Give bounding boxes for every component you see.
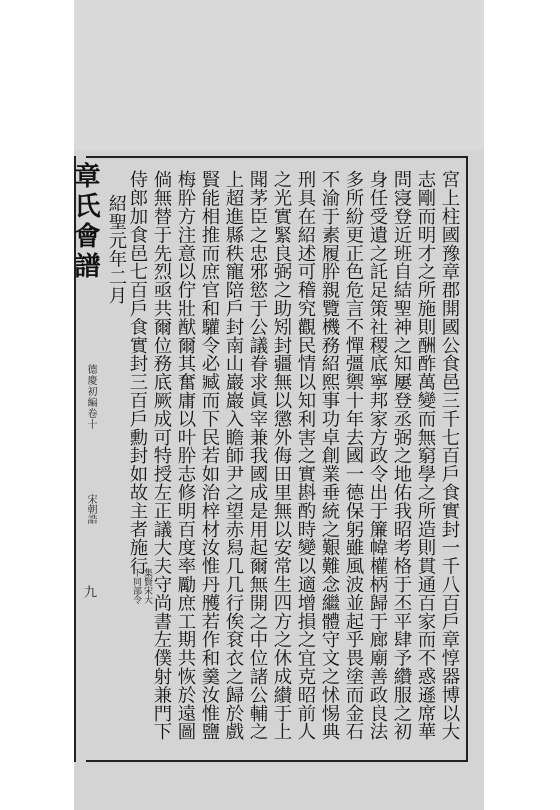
text-column: 之光實緊良弼之助矧封疆無以懲外侮田里無以安常生四方之休成纉于上	[271, 170, 292, 741]
text-column: 不渝于素履肸親覽機務紹熙事功卓創業垂統之艱難念繼體守文之怵惕典	[319, 170, 340, 741]
text-column: 上超進縣秩寵陪戶封南山巖巖入瞻師尹之望赤舄几几行俟袞衣之歸於戲	[223, 170, 244, 741]
page-upper-area	[74, 0, 484, 150]
spine-page-number: 九	[81, 585, 96, 598]
text-column: 多所紛更正色危言不憚彊禦十年去國一德保躬雖風波並起乎畏塗而金石	[343, 170, 364, 741]
text-column: 倘無替于先烈亟共爾位務底厥成可特授左正議大夫守尚書左僕射兼門下	[151, 170, 172, 741]
date-column: 紹聖元年二月	[106, 194, 127, 305]
spine-section: 宋朝誥	[85, 494, 96, 524]
text-column: 聞茅臣之忠邪慾于公議眷求眞宰兼我國成是用起爾無開之中位諸公輔之	[247, 170, 268, 741]
spine-volume: 德慶初編卷十	[85, 364, 96, 430]
text-column: 問寖登近班自結聖神之知屢登丞弼之地佑我昭考格于丕平肆予纘服之初	[391, 170, 412, 741]
annotation-note-a: 集賢宋大	[142, 568, 152, 604]
text-column: 宮上柱國豫章郡開國公食邑三千七百戶食實封一千八百戶章惇器博以大	[439, 170, 460, 741]
text-column: 刑具在紹述可稽究觀民情以知利害之實斟酌時變以適增損之宜克昭前人	[295, 170, 316, 741]
text-column: 賢能相推而庶官和驩令必臧而下民若如治梓材汝惟丹雘若作和羹汝惟鹽	[199, 170, 220, 741]
annotation-note-b: 下同部令	[131, 568, 141, 604]
text-column: 身任受遺之託足策社稷底寧邦家方政令出于簾幃權柄歸于廊廟善政良法	[367, 170, 388, 741]
text-column: 志剛而明才之所施則酬酢萬變而無窮學之所造則貫通百家而不惑遜席華	[415, 170, 436, 741]
text-column: 侍郎加食邑七百戶食實封三百戶勳封如故主者施行	[127, 170, 148, 575]
text-column: 梅肸方注意以佇壯猷爾其奮庸以叶肸志修明百度率勵庶工期共恢於遠圖	[175, 170, 196, 741]
spine-title: 章氏會譜	[70, 162, 100, 282]
